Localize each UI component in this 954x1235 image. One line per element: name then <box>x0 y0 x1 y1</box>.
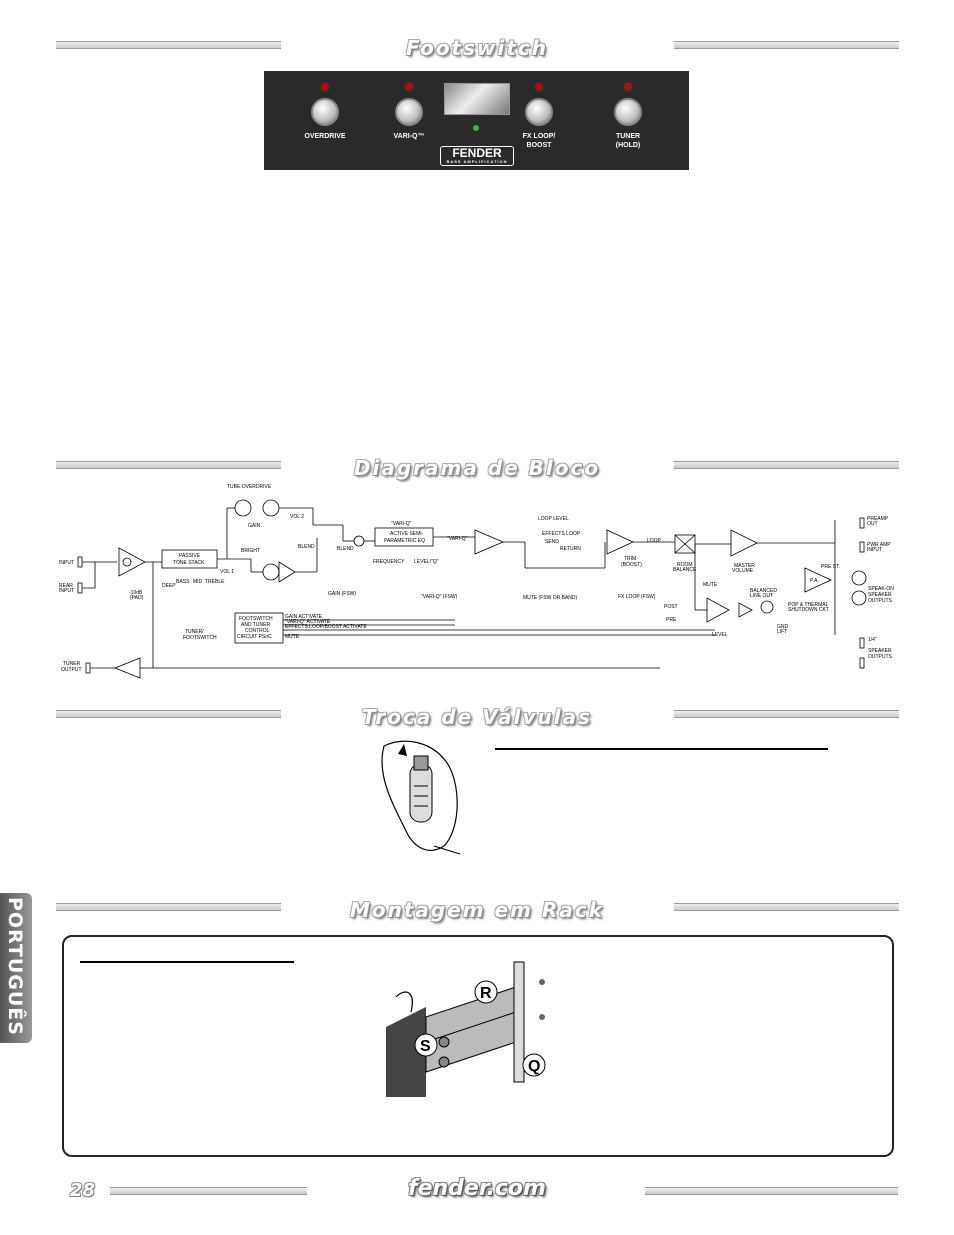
svg-text:OUTPUTS: OUTPUTS <box>868 598 892 604</box>
tube-in-hand-illustration <box>374 736 466 856</box>
svg-text:SHUTDOWN CKT: SHUTDOWN CKT <box>788 607 829 613</box>
quarter-inch-jack-icon <box>860 658 864 668</box>
rack-mount-box <box>62 935 894 1157</box>
svg-text:PARAMETRIC EQ: PARAMETRIC EQ <box>384 538 426 544</box>
text-underline <box>495 748 828 750</box>
svg-text:GAIN (FSW): GAIN (FSW) <box>328 591 357 597</box>
svg-text:DEEP: DEEP <box>162 583 176 589</box>
svg-text:1/4": 1/4" <box>868 637 877 643</box>
amp-triangle-icon <box>475 530 503 554</box>
svg-text:BASS: BASS <box>176 579 190 585</box>
svg-text:BLEND: BLEND <box>298 544 315 550</box>
svg-text:R: R <box>480 985 492 1002</box>
red-led-icon <box>625 84 631 90</box>
svg-text:LIFT: LIFT <box>777 629 788 635</box>
tuner-output-jack-icon <box>86 663 90 673</box>
svg-text:FOOTSWITCH: FOOTSWITCH <box>239 616 273 622</box>
section-title-footswitch: Footswitch <box>0 36 954 66</box>
svg-text:"VARI-Q" (FSW): "VARI-Q" (FSW) <box>421 594 458 600</box>
svg-text:TUNER: TUNER <box>63 661 81 667</box>
speakon-jack-icon <box>852 591 866 605</box>
svg-text:VOLUME: VOLUME <box>732 568 754 574</box>
svg-text:"VARI-Q": "VARI-Q" <box>447 536 468 542</box>
quarter-inch-jack-icon <box>860 638 864 648</box>
svg-text:(BOOST): (BOOST) <box>621 562 642 568</box>
svg-text:TUNER/: TUNER/ <box>185 629 204 635</box>
tuner-buffer-icon <box>115 658 140 678</box>
svg-text:SPEAKER: SPEAKER <box>868 648 892 654</box>
svg-text:BALANCED: BALANCED <box>750 588 777 594</box>
speakon-jack-icon <box>852 571 866 585</box>
svg-text:"VARI-Q" ACTIVATE: "VARI-Q" ACTIVATE <box>285 619 331 625</box>
svg-text:FOOTSWITCH: FOOTSWITCH <box>183 635 217 641</box>
green-led-icon <box>473 125 479 131</box>
svg-text:INPUT: INPUT <box>59 588 74 594</box>
footer-website: fender.com <box>408 1176 546 1201</box>
rack-rail-illustration <box>386 957 556 1097</box>
svg-text:TRIM: TRIM <box>624 556 637 562</box>
pwr-amp-input-jack-icon <box>860 542 864 552</box>
svg-text:EFFECTS LOOP: EFFECTS LOOP <box>542 531 581 537</box>
svg-text:ROOM: ROOM <box>677 562 693 568</box>
svg-text:GAIN ACTIVATE: GAIN ACTIVATE <box>285 614 323 620</box>
footswitch-button-vari-q: VARI-Q™ <box>379 84 439 141</box>
svg-text:SPEAK-ON: SPEAK-ON <box>868 586 894 592</box>
tube-icon <box>263 564 279 580</box>
svg-text:VOL 2: VOL 2 <box>290 514 304 520</box>
red-led-icon <box>406 84 412 90</box>
svg-text:TREBLE: TREBLE <box>205 579 225 585</box>
svg-text:BRIGHT: BRIGHT <box>241 548 260 554</box>
tube-icon <box>235 500 251 516</box>
svg-text:PRE: PRE <box>666 617 677 623</box>
svg-text:POP & THERMAL: POP & THERMAL <box>788 602 829 608</box>
svg-text:INPUT: INPUT <box>59 560 74 566</box>
svg-text:REAR: REAR <box>59 583 73 589</box>
preamp-out-jack-icon <box>860 518 864 528</box>
svg-text:FX LOOP (FSW): FX LOOP (FSW) <box>618 594 656 600</box>
svg-text:-10dB: -10dB <box>129 590 143 596</box>
section-title-block-diagram: Diagrama de Bloco <box>0 456 954 486</box>
svg-text:LOOP: LOOP <box>647 538 661 544</box>
xlr-jack-icon <box>761 601 773 613</box>
svg-text:CONTROL: CONTROL <box>245 628 270 634</box>
block-diagram <box>55 480 900 690</box>
svg-text:OUTPUTS: OUTPUTS <box>868 654 892 660</box>
svg-text:SPEAKER: SPEAKER <box>868 592 892 598</box>
svg-text:SEND: SEND <box>545 539 559 545</box>
svg-text:LOOP LEVEL: LOOP LEVEL <box>538 516 569 522</box>
svg-text:PASSIVE: PASSIVE <box>179 553 201 559</box>
svg-text:S: S <box>420 1038 431 1055</box>
trim-amp-icon <box>607 530 633 554</box>
text-underline <box>80 961 294 963</box>
fender-logo: FENDER BASS AMPLIFICATION <box>440 146 514 166</box>
svg-text:MUTE: MUTE <box>285 634 300 640</box>
svg-text:POST: POST <box>664 604 678 610</box>
svg-text:MUTE: MUTE <box>703 582 718 588</box>
svg-text:OUTPUT: OUTPUT <box>61 667 82 673</box>
svg-text:ACTIVE SEMI-: ACTIVE SEMI- <box>390 531 424 537</box>
footswitch-button-fx-loop: FX LOOP/ BOOST <box>509 84 569 150</box>
svg-text:TUBE OVERDRIVE: TUBE OVERDRIVE <box>227 484 272 490</box>
svg-text:VOL 1: VOL 1 <box>220 569 234 575</box>
svg-text:RETURN: RETURN <box>560 546 581 552</box>
footswitch-button-tuner: TUNER (HOLD) <box>598 84 658 150</box>
red-led-icon <box>322 84 328 90</box>
svg-text:(PAD): (PAD) <box>130 595 144 601</box>
amp-triangle-icon <box>279 562 295 582</box>
red-led-icon <box>536 84 542 90</box>
footswitch-panel-image <box>264 71 689 170</box>
section-title-rack-mount: Montagem em Rack <box>0 898 954 928</box>
section-title-tube-change: Troca de Válvulas <box>0 705 954 735</box>
footswitch-button-overdrive: OVERDRIVE <box>295 84 355 141</box>
svg-text:CIRCUIT PSoC: CIRCUIT PSoC <box>237 634 272 640</box>
svg-text:"VARI-Q": "VARI-Q" <box>391 521 412 527</box>
amp-triangle-icon <box>739 603 752 617</box>
svg-text:EFFECTS LOOP/BOOST ACTIVATE: EFFECTS LOOP/BOOST ACTIVATE <box>285 624 367 630</box>
tuner-display <box>444 83 510 115</box>
svg-text:GAIN: GAIN <box>248 523 261 529</box>
svg-text:LEVEL: LEVEL <box>712 632 728 638</box>
summing-junction-icon <box>354 536 364 546</box>
tube-icon <box>263 500 279 516</box>
input-jack-icon <box>78 557 82 567</box>
rear-input-jack-icon <box>78 583 82 593</box>
footswitch-knob-icon <box>614 98 642 126</box>
svg-text:MID: MID <box>193 579 203 585</box>
svg-text:PRE ST.: PRE ST. <box>821 564 840 570</box>
master-volume-amp-icon <box>731 530 757 556</box>
svg-text:AND TUNER: AND TUNER <box>241 622 271 628</box>
page-number: 28 <box>70 1180 96 1201</box>
language-side-tab: PORTUGUÊS <box>0 893 32 1043</box>
svg-text:BLEND: BLEND <box>337 546 354 552</box>
svg-text:INPUT: INPUT <box>867 547 882 553</box>
amp-triangle-icon <box>707 598 729 622</box>
svg-text:OUT: OUT <box>867 521 878 527</box>
footswitch-knob-icon <box>525 98 553 126</box>
svg-text:TONE STACK: TONE STACK <box>173 560 205 566</box>
svg-text:MUTE (FSW OR BAND): MUTE (FSW OR BAND) <box>523 595 578 601</box>
svg-text:BALANCE: BALANCE <box>673 567 697 573</box>
svg-text:LINE OUT: LINE OUT <box>750 593 774 599</box>
svg-text:LEVEL/"Q": LEVEL/"Q" <box>414 559 439 565</box>
footswitch-knob-icon <box>395 98 423 126</box>
svg-text:MASTER: MASTER <box>734 563 755 569</box>
footswitch-knob-icon <box>311 98 339 126</box>
svg-text:PWR AMP: PWR AMP <box>867 542 891 548</box>
svg-text:Q: Q <box>528 1058 541 1075</box>
svg-text:P.A.: P.A. <box>810 578 819 584</box>
svg-text:FREQUENCY: FREQUENCY <box>373 559 405 565</box>
svg-text:PREAMP: PREAMP <box>867 516 889 522</box>
svg-text:GND: GND <box>777 624 789 630</box>
